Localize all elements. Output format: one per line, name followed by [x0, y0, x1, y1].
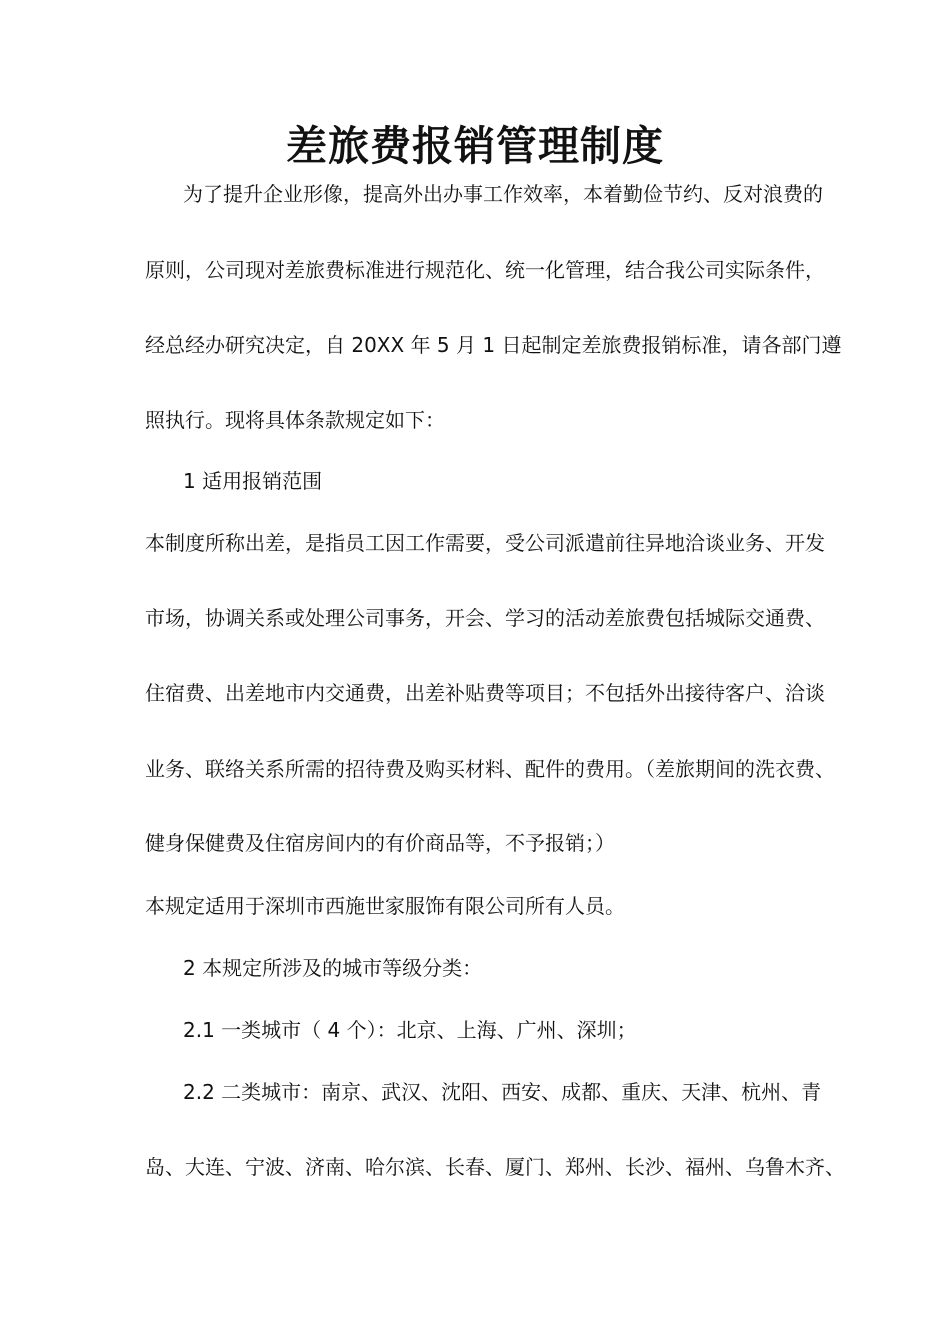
paragraph-line: 经总经办研究决定，自 20XX 年 5 月 1 日起制定差旅费报销标准，请各部门遵 [145, 333, 842, 357]
paragraph-line: 业务、联络关系所需的招待费及购买材料、配件的费用。（差旅期间的洗衣费、 [145, 757, 835, 781]
paragraph-line: 岛、大连、宁波、济南、哈尔滨、长春、厦门、郑州、长沙、福州、乌鲁木齐、 [145, 1155, 845, 1179]
document-title: 差旅费报销管理制度 [286, 122, 664, 170]
paragraph-line: 原则，公司现对差旅费标准进行规范化、统一化管理，结合我公司实际条件， [145, 258, 825, 282]
list-item: 2.2 二类城市：南京、武汉、沈阳、西安、成都、重庆、天津、杭州、青 [183, 1080, 822, 1104]
paragraph-line: 健身保健费及住宿房间内的有价商品等，不予报销；） [145, 831, 615, 855]
paragraph-line: 住宿费、出差地市内交通费，出差补贴费等项目；不包括外出接待客户、洽谈 [145, 681, 825, 705]
section-heading: 2 本规定所涉及的城市等级分类： [183, 956, 483, 980]
paragraph-line: 本制度所称出差，是指员工因工作需要，受公司派遣前往异地洽谈业务、开发 [145, 531, 825, 555]
paragraph-line: 市场，协调关系或处理公司事务，开会、学习的活动差旅费包括城际交通费、 [145, 606, 825, 630]
list-item: 2.1 一类城市（ 4 个）：北京、上海、广州、深圳； [183, 1018, 637, 1042]
section-heading: 1 适用报销范围 [183, 469, 323, 493]
paragraph-line: 本规定适用于深圳市西施世家服饰有限公司所有人员。 [145, 894, 625, 918]
paragraph-line: 为了提升企业形像，提高外出办事工作效率，本着勤俭节约、反对浪费的 [183, 182, 823, 206]
paragraph-line: 照执行。现将具体条款规定如下： [145, 408, 445, 432]
